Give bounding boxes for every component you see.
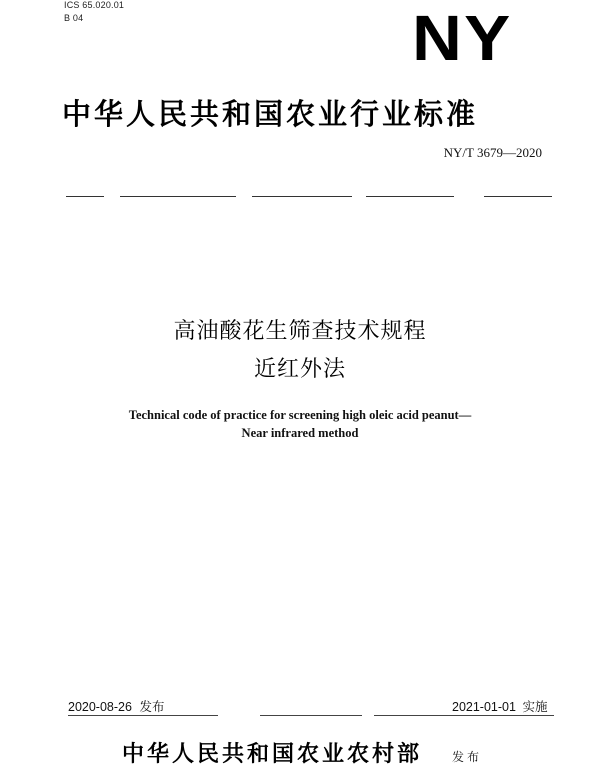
rule-segment <box>484 196 552 197</box>
rule-segment <box>260 715 362 716</box>
standard-number: NY/T 3679—2020 <box>443 145 542 160</box>
rule-segment <box>252 196 352 197</box>
rule-segment <box>120 196 236 197</box>
en-title-line1: Technical code of practice for screening high oleic acid peanut— <box>128 408 472 422</box>
implement-date: 2021-01-01 <box>452 700 516 714</box>
rule-segment <box>68 715 218 716</box>
en-title-line2: Near infrared method <box>241 426 359 440</box>
ccs-code: B 04 <box>64 13 84 23</box>
issue-label: 发布 <box>139 700 165 714</box>
standard-category-title: 中华人民共和国农业行业标准 <box>62 97 479 131</box>
rule-segment <box>374 715 554 716</box>
cn-title-line2: 近红外法 <box>253 357 346 382</box>
implement-label: 实施 <box>522 700 548 714</box>
rule-segment <box>66 196 104 197</box>
rule-segment <box>366 196 454 197</box>
ny-logo: NY <box>412 2 513 74</box>
cn-title-line1: 高油酸花生筛查技术规程 <box>173 319 427 344</box>
issue-date-block <box>68 697 164 715</box>
ics-code: ICS 65.020.01 <box>64 0 125 10</box>
issuing-authority: 中华人民共和国农业农村部 <box>122 741 423 767</box>
issue-date: 2020-08-26 <box>68 700 132 714</box>
publish-label: 发布 <box>452 750 483 764</box>
implement-date-block <box>452 697 547 715</box>
